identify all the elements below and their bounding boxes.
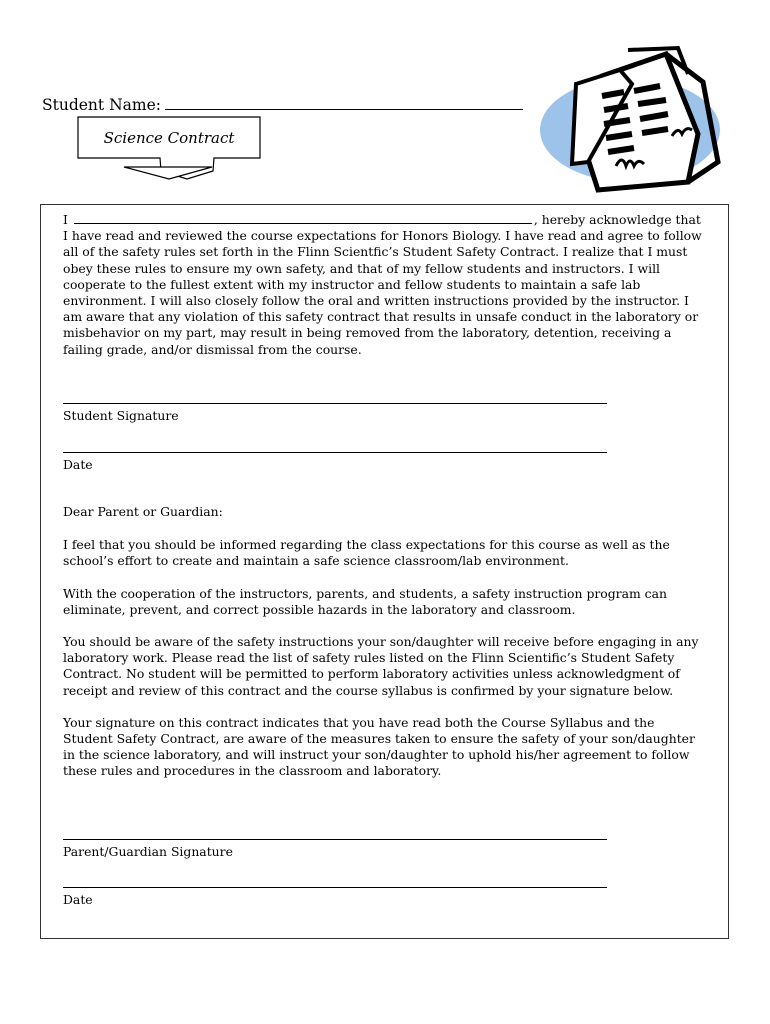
intro-suffix: , hereby acknowledge xyxy=(533,212,672,227)
contract-content xyxy=(63,212,703,358)
science-contract-callout xyxy=(76,115,262,185)
callout-arrow-shape xyxy=(76,115,262,185)
student-name-blank[interactable] xyxy=(165,95,523,110)
parent-date-line[interactable] xyxy=(63,887,607,888)
letter-paragraph-4: Your signature on this contract indicates that you have read both the Course Syllabus and the Student Safety Contract, are aware of the measures taken to ensure the safety of your son/daughter in the science laboratory, and will instruct your son/daughter to uphold his/her agreement to follow these rules and procedures in the classroom and laboratory. xyxy=(63,714,695,779)
callout-label: Science Contract xyxy=(103,129,235,147)
intro-prefix: I xyxy=(63,212,68,227)
student-name-field xyxy=(42,95,523,114)
greeting: Dear Parent or Guardian: xyxy=(63,504,223,519)
letter-paragraph-1: I feel that you should be informed regarding the class expectations for this course as well as the school’s effort to create and maintain a safe science classroom/lab environment. xyxy=(63,537,670,569)
parent-date-block xyxy=(63,887,607,907)
student-date-block xyxy=(63,452,607,472)
student-date-label: Date xyxy=(63,457,93,472)
parent-signature-label: Parent/Guardian Signature xyxy=(63,844,233,859)
letter-paragraph-2: With the cooperation of the instructors, parents, and students, a safety instruction program can eliminate, prevent, and correct possible hazards in the laboratory and classroom. xyxy=(63,585,667,617)
parent-letter xyxy=(63,504,703,780)
parent-signature-line[interactable] xyxy=(63,839,607,840)
student-signature-label: Student Signature xyxy=(63,408,179,423)
student-signature-line[interactable] xyxy=(63,403,607,404)
acknowledger-name-blank[interactable] xyxy=(74,212,532,224)
letter-paragraph-3: You should be aware of the safety instructions your son/daughter will receive before engaging in any laboratory work. Please read the list of safety rules listed on the Flinn Scientific’s Student Safety Contract. No student will be permitted to perform laboratory activities unless acknowledgment of receipt and review of this contract and the course syllabus is confirmed by your signature below. xyxy=(63,634,699,698)
student-date-line[interactable] xyxy=(63,452,607,453)
student-signature-block xyxy=(63,403,607,423)
parent-date-label: Date xyxy=(63,892,93,907)
parent-signature-block xyxy=(63,839,607,859)
acknowledgement-paragraph xyxy=(63,212,703,358)
documents-clipart-icon xyxy=(538,44,723,198)
intro-body: that I have read and reviewed the course expectations for Honors Biology. I have read and agree to follow all of the safety rules set forth in the Flinn Scientfic’s Student Safety Contract. I realize that I must obey these rules to ensure my own safety, and that of my fellow students and instructors. I will cooperate to the fullest extent with my instructor and fellow students to maintain a safe lab environment. I will also closely follow the oral and written instructions provided by the instructor. I am aware that any violation of this safety contract that results in unsafe conduct in the laboratory or misbehavior on my part, may result in being removed from the laboratory, detention, receiving a failing grade, and/or dismissal from the course. xyxy=(63,212,702,357)
student-name-label: Student Name: xyxy=(42,96,161,114)
